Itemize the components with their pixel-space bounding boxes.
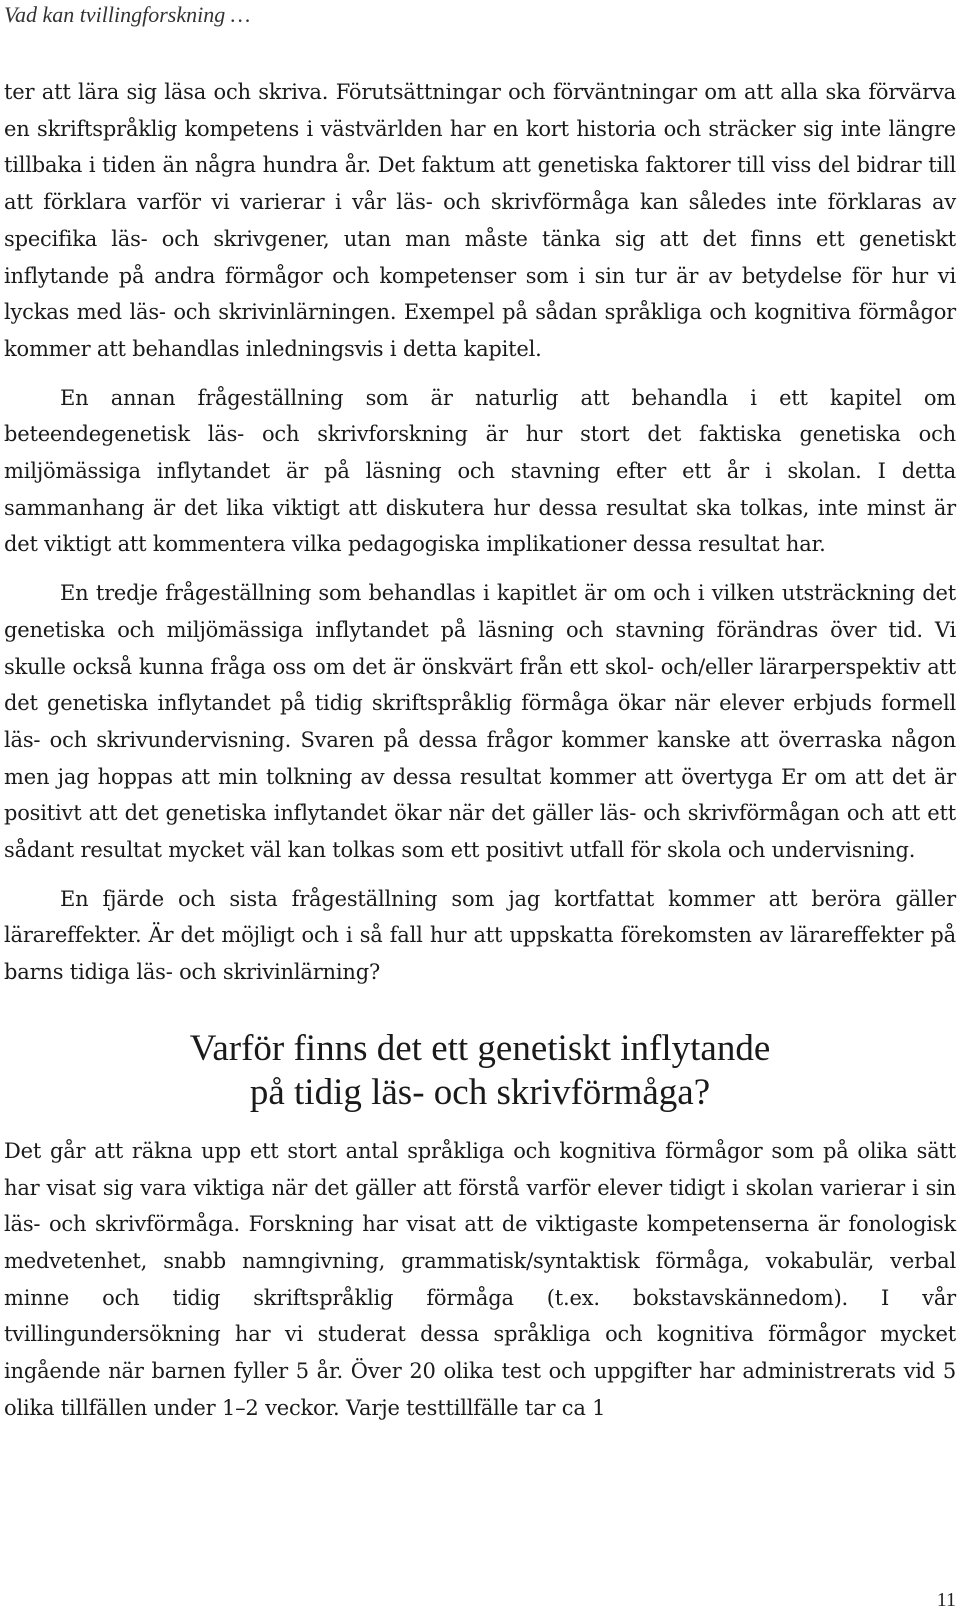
body-text — [4, 74, 956, 1427]
paragraph-fourth-question: En fjärde och sista frågeställning som jag kortfattat kommer att beröra gäller lärareffekter. Är det möjligt och i så fall hur att uppskatta förekomsten av lärareffekter på barns tidiga läs- och skrivinlärning? — [4, 886, 956, 985]
section-paragraph: Det går att räkna upp ett stort antal språkliga och kognitiva förmågor som på olika sätt har visat sig vara viktiga när det gäller att förstå varför elever tidigt i skolan varierar i sin läs- och skrivförmåga. Forskning har visat att de viktigaste kompetenserna är fonologisk medvetenhet, snabb namngivning, grammatisk/syntaktisk förmåga, vokabulär, verbal minne och tidig skriftspråklig förmåga (t.ex. bokstavskännedom). I vår tvillingundersökning har vi studerat dessa språkliga och kognitiva förmågor mycket ingående när barnen fyller 5 år. Över 20 olika test och uppgifter har administrerats vid 5 olika tillfällen under 1–2 veckor. Varje testtillfälle tar ca 1 — [4, 1138, 956, 1420]
running-head: Vad kan tvillingforskning … — [4, 2, 251, 27]
paragraph-continued: ter att lära sig läsa och skriva. Förutsättningar och förväntningar om att alla ska förvärva en skriftspråklig kompetens i västvärlden har en kort historia och sträcker sig inte längre tillbaka i tiden än några hundra år. Det faktum att genetiska faktorer till viss del bidrar till att förklara varför vi varierar i vår läs- och skrivförmåga kan således inte förklaras av specifika läs- och skrivgener, utan man måste tänka sig att det finns ett genetiskt inflytande på andra förmågor och kompetenser som i sin tur är av betydelse för hur vi lyckas med läs- och skrivinlärningen. Exempel på sådan språkliga och kognitiva förmågor kommer att behandlas inledningsvis i detta kapitel. — [4, 80, 956, 361]
section-heading-line2: på tidig läs- och skrivförmåga? — [249, 1071, 711, 1113]
section-heading-line1: Varför finns det ett genetiskt inflytande — [189, 1027, 771, 1069]
paragraph-second-question: En annan frågeställning som är naturlig att behandla i ett kapitel om beteendegenetisk läs- och skrivforskning är hur stort det faktiska genetiska och miljömässiga inflytandet är på läsning och stavning efter ett år i skolan. I detta sammanhang är det lika viktigt att diskutera hur dessa resultat ska tolkas, inte minst är det viktigt att kommentera vilka pedagogiska implikationer dessa resultat har. — [4, 385, 956, 557]
section-heading — [4, 1027, 956, 1115]
page-number: 11 — [936, 1589, 956, 1611]
paragraph-third-question: En tredje frågeställning som behandlas i kapitlet är om och i vilken utsträckning det genetiska och miljömässiga inflytandet på läsning och stavning förändras över tid. Vi skulle också kunna fråga oss om det är önskvärt från ett skol- och/eller lärarperspektiv att det genetiska inflytandet på tidig skriftspråklig förmåga ökar när elever erbjuds formell läs- och skrivundervisning. Svaren på dessa frågor kommer kanske att överraska någon men jag hoppas att min tolkning av dessa resultat kommer att övertyga Er om att det är positivt att det genetiska inflytandet ökar när det gäller läs- och skrivförmågan och att ett sådant resultat mycket väl kan tolkas som ett positivt utfall för skola och undervisning. — [4, 581, 956, 863]
